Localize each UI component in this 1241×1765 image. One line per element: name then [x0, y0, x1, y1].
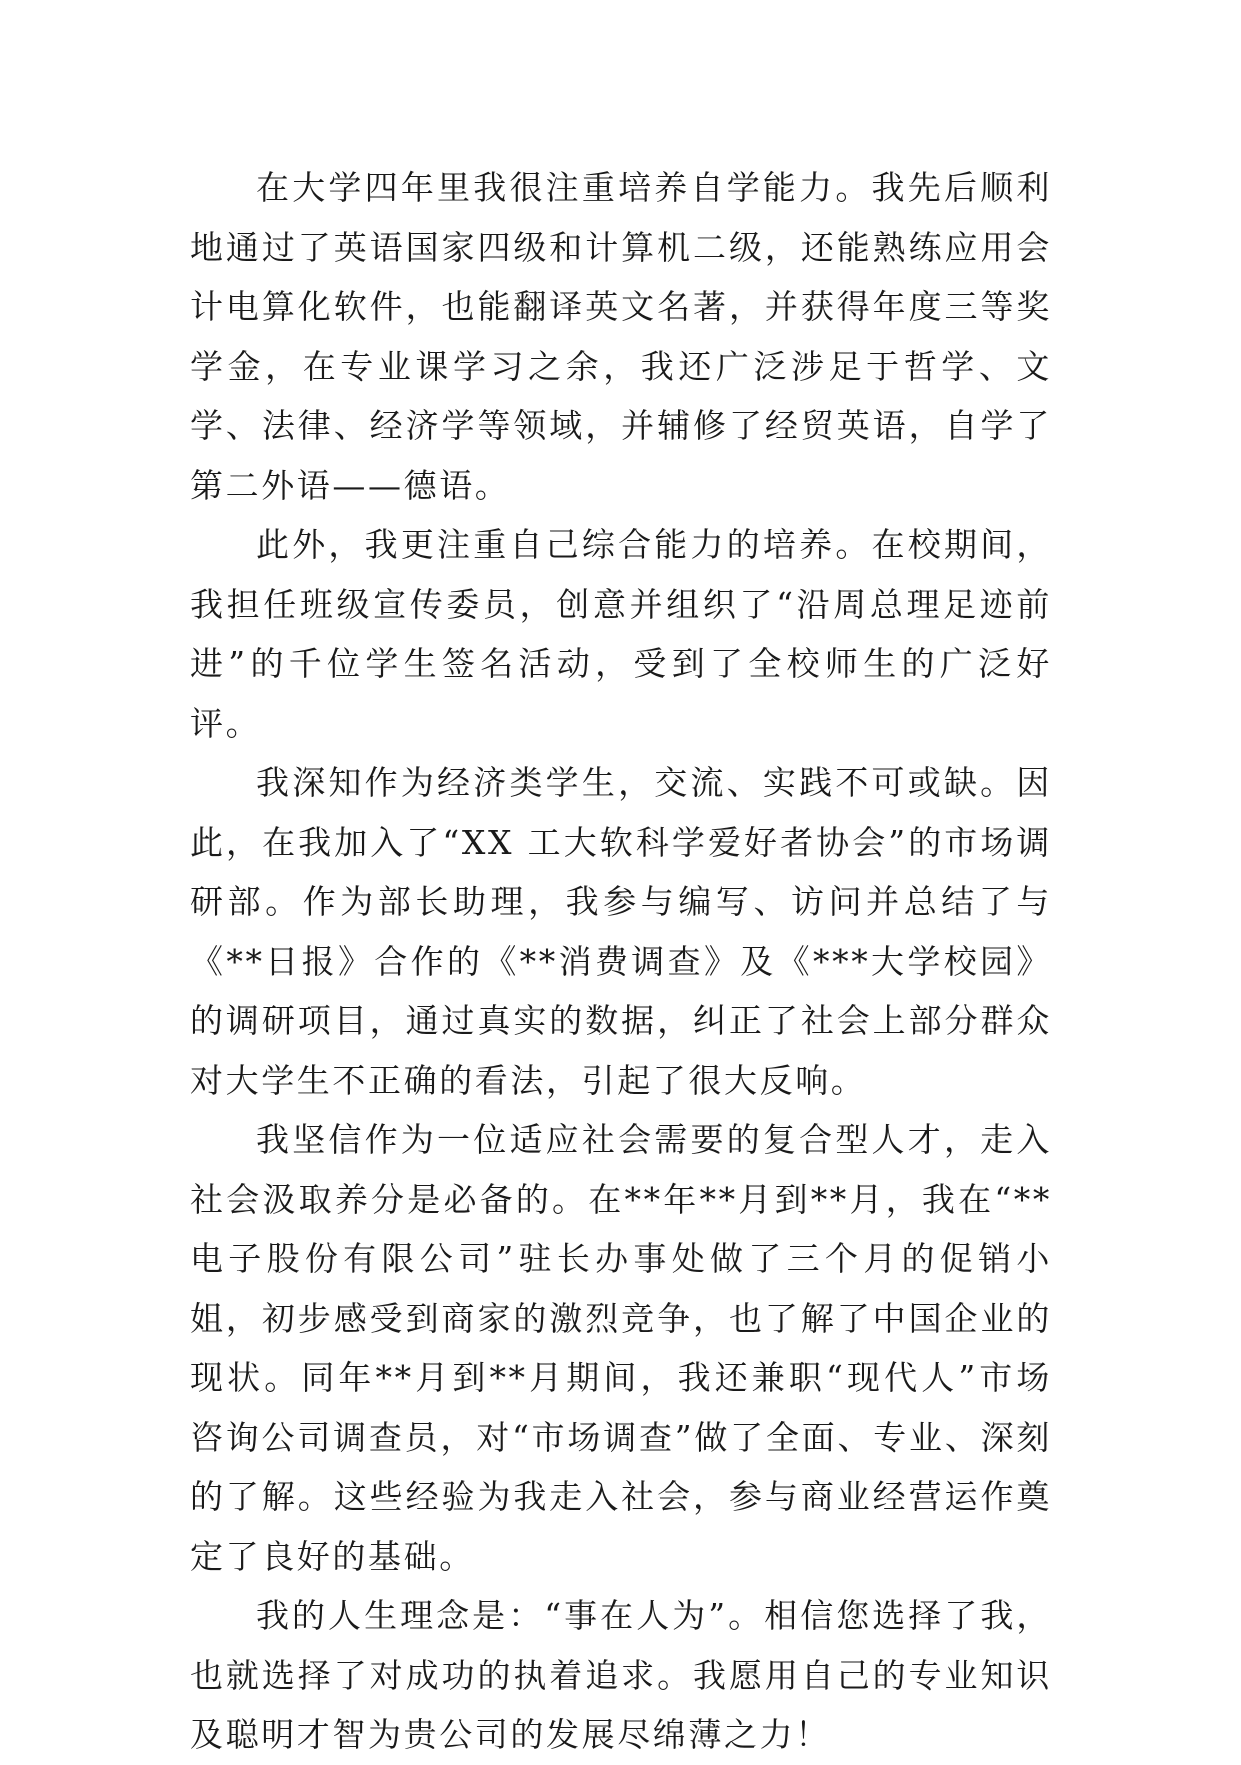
paragraph-self-study: 在大学四年里我很注重培养自学能力。我先后顺利地通过了英语国家四级和计算机二级，还能熟练应用会计电算化软件，也能翻译英文名著，并获得年度三等奖学金，在专业课学习之余，我还广泛涉足于哲学、文学、法律、经济学等领域，并辅修了经贸英语，自学了第二外语——德语。	[190, 168, 1052, 505]
paragraph-market-research: 我深知作为经济类学生，交流、实践不可或缺。因此，在我加入了“XX 工大软科学爱好者协会”的市场调研部。作为部长助理，我参与编写、访问并总结了与《**日报》合作的《**消费调查》及《***大学校园》的调研项目，通过真实的数据，纠正了社会上部分群众对大学生不正确的看法，引起了很大反响。	[190, 763, 1052, 1100]
paragraph-life-philosophy: 我的人生理念是：“事在人为”。相信您选择了我，也就选择了对成功的执着追求。我愿用自己的专业知识及聪明才智为贵公司的发展尽绵薄之力！	[190, 1596, 1052, 1754]
paragraph-work-experience: 我坚信作为一位适应社会需要的复合型人才，走入社会汲取养分是必备的。在**年**月到**月，我在“**电子股份有限公司”驻长办事处做了三个月的促销小姐，初步感受到商家的激烈竞争，也了解了中国企业的现状。同年**月到**月期间，我还兼职“现代人”市场咨询公司调查员，对“市场调查”做了全面、专业、深刻的了解。这些经验为我走入社会，参与商业经营运作奠定了良好的基础。	[190, 1120, 1052, 1576]
paragraph-comprehensive-ability: 此外，我更注重自己综合能力的培养。在校期间，我担任班级宣传委员，创意并组织了“沿周总理足迹前进”的千位学生签名活动，受到了全校师生的广泛好评。	[190, 525, 1052, 743]
document-body	[190, 158, 1052, 1765]
